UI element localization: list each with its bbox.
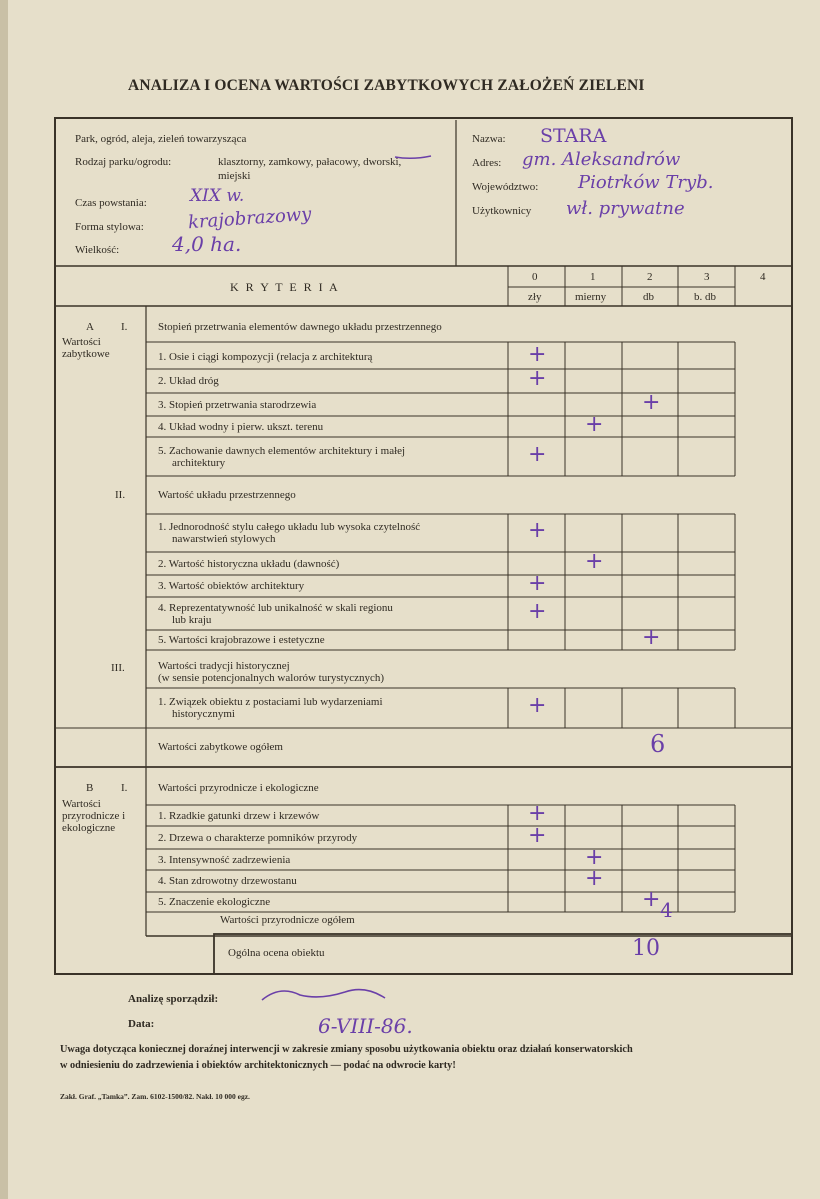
outer-border bbox=[55, 118, 792, 974]
scale-word-3: b. db bbox=[694, 291, 716, 303]
rating-mark: + bbox=[528, 366, 547, 391]
section-a-III-num: III. bbox=[111, 662, 125, 674]
nazwa-value: STARA bbox=[540, 125, 607, 147]
wojewodztwo-label: Województwo: bbox=[472, 181, 539, 193]
scale-word-2: db bbox=[643, 291, 654, 303]
signature-mark bbox=[262, 990, 385, 1000]
rating-mark: + bbox=[642, 887, 661, 912]
forma-value: krajobrazowy bbox=[187, 203, 313, 234]
overall-label: Ogólna ocena obiektu bbox=[228, 947, 325, 959]
rodzaj-options-2: miejski bbox=[218, 170, 251, 182]
criterion-label: 2. Układ dróg bbox=[158, 375, 219, 387]
date-value: 6-VIII-86. bbox=[318, 1014, 413, 1038]
scale-4: 4 bbox=[760, 271, 766, 283]
section-b-title: Wartości przyrodnicze i ekologiczne bbox=[62, 798, 126, 834]
rodzaj-label: Rodzaj parku/ogrodu: bbox=[75, 156, 172, 168]
czas-label: Czas powstania: bbox=[75, 197, 147, 209]
criterion-label: 2. Drzewa o charakterze pomników przyrody bbox=[158, 831, 358, 844]
criterion-label-cont: architektury bbox=[172, 456, 226, 469]
scale-2: 2 bbox=[647, 271, 653, 283]
note-line-2: w odniesieniu do zadrzewienia i obiektów architektonicznych — podać na odwrocie karty! bbox=[60, 1060, 456, 1071]
criterion-label-cont: historycznymi bbox=[172, 708, 235, 720]
scale-0: 0 bbox=[532, 271, 538, 283]
section-a-III-subtitle: (w sensie potencjonalnych walorów turystycznych) bbox=[158, 672, 385, 684]
adres-label: Adres: bbox=[472, 157, 502, 169]
section-b-total-label: Wartości przyrodnicze ogółem bbox=[220, 914, 355, 926]
section-a-II-num: II. bbox=[115, 489, 126, 501]
czas-value: XIX w. bbox=[190, 186, 245, 206]
criterion-label: 1. Jednorodność stylu całego układu lub wysoka czytelność bbox=[158, 521, 421, 533]
wielkosc-value: 4,0 ha. bbox=[172, 232, 242, 256]
uzytkownicy-label: Użytkownicy bbox=[472, 205, 532, 217]
rating-mark: + bbox=[528, 822, 547, 848]
section-a-total-value: 6 bbox=[650, 730, 666, 758]
criterion-label: 3. Wartość obiektów architektury bbox=[158, 580, 305, 592]
rating-mark: + bbox=[528, 598, 547, 624]
forma-label: Forma stylowa: bbox=[75, 221, 144, 233]
nazwa-label: Nazwa: bbox=[472, 133, 506, 145]
section-a-total-label: Wartości zabytkowe ogółem bbox=[158, 741, 283, 753]
rating-mark: + bbox=[528, 342, 547, 367]
rating-mark: + bbox=[528, 518, 547, 543]
criterion-label: 4. Układ wodny i pierw. ukszt. terenu bbox=[158, 420, 324, 433]
criterion-label: 1. Rzadkie gatunki drzew i krzewów bbox=[158, 809, 320, 822]
criterion-label: 5. Wartości krajobrazowe i estetyczne bbox=[158, 634, 325, 646]
form-title: ANALIZA I OCENA WARTOŚCI ZABYTKOWYCH ZAŁOŻEŃ ZIELENI bbox=[128, 77, 645, 94]
rating-mark: + bbox=[585, 844, 604, 870]
section-a-II-title: Wartość układu przestrzennego bbox=[158, 489, 296, 501]
section-b-letter: B bbox=[86, 782, 94, 794]
kryteria-label: K R Y T E R I A bbox=[230, 280, 340, 294]
criterion-label: 3. Stopień przetrwania starodrzewia bbox=[158, 398, 317, 411]
section-a-I-title: Stopień przetrwania elementów dawnego układu przestrzennego bbox=[158, 321, 442, 333]
wielkosc-label: Wielkość: bbox=[75, 244, 120, 256]
criterion-label: 2. Wartość historyczna układu (dawność) bbox=[158, 557, 340, 570]
criterion-label: 4. Stan zdrowotny drzewostanu bbox=[158, 875, 297, 887]
criterion-label: 1. Związek obiektu z postaciami lub wydarzeniami bbox=[158, 696, 383, 708]
criterion-label-cont: nawarstwień stylowych bbox=[172, 533, 276, 545]
adres-value: gm. Aleksandrów bbox=[522, 149, 681, 170]
section-a-letter: A bbox=[86, 321, 94, 333]
scale-word-1: mierny bbox=[575, 291, 607, 303]
section-a-III-title: Wartości tradycji historycznej bbox=[158, 660, 290, 672]
section-b-I-num: I. bbox=[121, 782, 128, 794]
section-a-I-num: I. bbox=[121, 321, 128, 333]
rating-mark: + bbox=[585, 548, 604, 574]
criterion-label: 3. Intensywność zadrzewienia bbox=[158, 853, 291, 866]
date-label: Data: bbox=[128, 1018, 155, 1030]
printer-info: Zakł. Graf. „Tamka”. Zam. 6102-1500/82. Nakł. 10 000 egz. bbox=[60, 1092, 250, 1101]
uzytkownicy-value: wł. prywatne bbox=[566, 198, 685, 219]
rating-mark: + bbox=[528, 441, 547, 467]
criterion-label-cont: lub kraju bbox=[172, 613, 212, 626]
section-b-total-value: 4 bbox=[660, 898, 673, 922]
rating-mark: + bbox=[585, 866, 604, 891]
wojewodztwo-value: Piotrków Tryb. bbox=[578, 172, 714, 193]
rating-mark: + bbox=[642, 389, 661, 415]
criterion-label: 5. Zachowanie dawnych elementów architektury i małej bbox=[158, 444, 406, 457]
scale-3: 3 bbox=[704, 271, 710, 283]
rating-mark: + bbox=[528, 693, 547, 718]
rating-mark: + bbox=[528, 800, 547, 826]
criterion-label: 4. Reprezentatywność lub unikalność w skali regionu bbox=[158, 601, 393, 614]
rating-mark: + bbox=[585, 411, 604, 437]
scale-word-0: zły bbox=[528, 291, 542, 303]
criterion-label: 1. Osie i ciągi kompozycji (relacja z architekturą bbox=[158, 351, 373, 363]
analyst-label: Analizę sporządził: bbox=[128, 993, 219, 1005]
rating-mark: + bbox=[642, 625, 661, 650]
overall-value: 10 bbox=[632, 936, 660, 961]
section-a-title: Wartości zabytkowe bbox=[62, 336, 110, 360]
criterion-label: 5. Znaczenie ekologiczne bbox=[158, 896, 271, 908]
rating-mark: + bbox=[528, 571, 547, 596]
section-b-I-title: Wartości przyrodnicze i ekologiczne bbox=[158, 782, 319, 794]
note-line-1: Uwaga dotycząca koniecznej doraźnej interwencji w zakresie zmiany sposobu użytkowania obiektu oraz działań konserwatorskich bbox=[60, 1044, 633, 1055]
rodzaj-options: klasztorny, zamkowy, pałacowy, dworski, bbox=[218, 156, 402, 168]
scale-1: 1 bbox=[590, 271, 596, 283]
park-line: Park, ogród, aleja, zieleń towarzysząca bbox=[75, 133, 247, 145]
